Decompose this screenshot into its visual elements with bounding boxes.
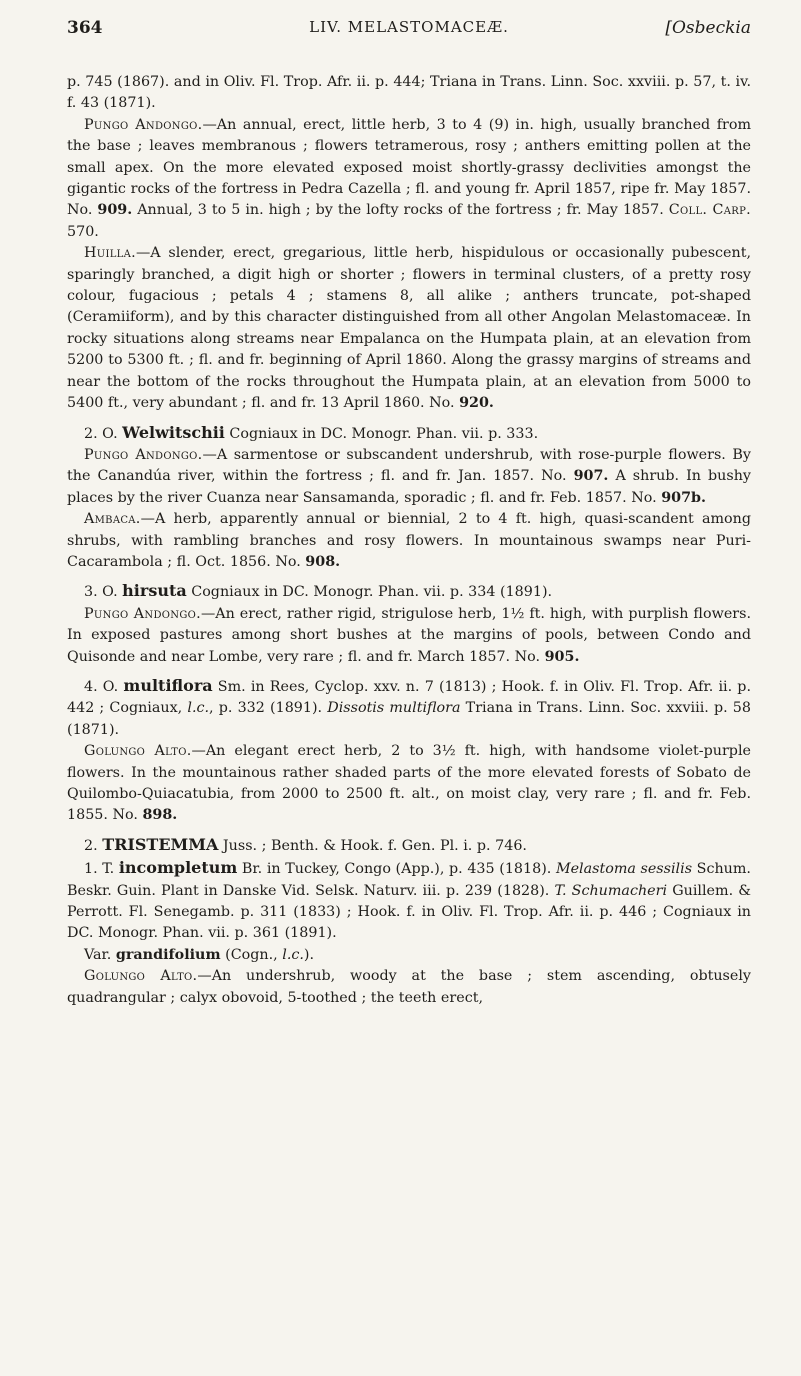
collection-label: Coll. Carp. (668, 202, 751, 219)
locality-name: Golungo Alto. (84, 968, 198, 985)
chapter-title: LIV. MELASTOMACEÆ. (309, 18, 509, 36)
locality-name: Pungo Andongo. (84, 605, 201, 622)
variety-name: grandifolium (115, 946, 221, 963)
locality-paragraph: Ambaca.—A herb, apparently annual or biennial, 2 to 4 ft. high, quasi-scandent among shrubs, with rambling branches and rosy flowers. In mountainous swamps near Puri-Cacarambola ; fl. Oct. 1856. No. 908. (67, 511, 751, 570)
locality-name: Pungo Andongo. (84, 446, 203, 463)
specimen-number: 907b. (661, 489, 707, 506)
locality-paragraph: Pungo Andongo.—An annual, erect, little herb, 3 to 4 (9) in. high, usually branched from the base ; leaves membranous ; flowers tetramerous, rosy ; anthers emitting pollen at the small apex. On the more elevated exposed moist shortly-grassy declivities amongst the gigantic rocks of the fortress in Pedra Cazella ; fl. and young fr. April 1857, ripe fr. May 1857. No. 909. Annual, 3 to 5 in. high ; by the lofty rocks of the fortress ; fr. May 1857. Coll. Carp. 570. (67, 116, 751, 240)
running-head (67, 18, 751, 46)
species-heading: 3. O. hirsuta Cogniaux in DC. Monogr. Phan. vii. p. 334 (1891). (84, 581, 553, 601)
locality-paragraph: Huilla.—A slender, erect, gregarious, little herb, hispidulous or occasionally pubescent, sparingly branched, a digit high or shorter ; flowers in terminal clusters, of a pretty rosy colour, fugacious ; petals 4 ; stamens 8, all alike ; anthers truncate, pot-shaped (Ceramiiform), and by this character distinguished from all other Angolan Melastomaceæ. In rocky situations along streams near Empalanca on the Humpata plain, at an elevation from 5200 to 5300 ft. ; fl. and fr. beginning of April 1860. Along the grassy margins of streams and near the bottom of the rocks throughout the Humpata plain, at an elevation from 5000 to 5400 ft., very abundant ; fl. and fr. 13 April 1860. No. 920. (67, 245, 751, 412)
specimen-number: 907. (573, 468, 609, 485)
specimen-number: 905. (544, 648, 580, 665)
synonym-name: Dissotis multiflora (327, 700, 461, 717)
specimen-number: 908. (305, 553, 341, 570)
citation-continuation: p. 745 (1867). and in Oliv. Fl. Trop. Afr. ii. p. 444; Triana in Trans. Linn. Soc. xxviii. p. 57, t. iv. f. 43 (1871). (67, 74, 751, 112)
species-name: Welwitschii (122, 422, 225, 442)
genus-name: TRISTEMMA (102, 834, 219, 854)
species-name: multiflora (123, 675, 213, 695)
genus-entry-heading: 2. TRISTEMMA Juss. ; Benth. & Hook. f. Gen. Pl. i. p. 746. (84, 834, 527, 854)
specimen-number: 909. (97, 202, 133, 219)
locality-name: Pungo Andongo. (84, 116, 203, 133)
locality-name: Golungo Alto. (84, 743, 192, 760)
specimen-number: 898. (142, 807, 178, 824)
variety-heading: Var. grandifolium (Cogn., l.c.). (84, 946, 315, 963)
locality-name: Ambaca. (84, 511, 141, 528)
specimen-number: 920. (459, 395, 494, 412)
species-heading: 1. T. incompletum Br. in Tuckey, Congo (App.), p. 435 (1818). Melastoma sessilis Schum. Beskr. Guin. Plant in Danske Vid. Selsk. Naturv. iii. p. 239 (1828). T. Schumacheri Guillem. & Perrott. Fl. Senegamb. p. 311 (1833) ; Hook. f. in Oliv. Fl. Trop. Afr. ii. p. 446 ; Cogniaux in DC. Monogr. Phan. vii. p. 361 (1891). (67, 858, 751, 942)
species-heading: 2. O. Welwitschii Cogniaux in DC. Monogr. Phan. vii. p. 333. (84, 422, 539, 442)
page-number: 364 (67, 18, 103, 38)
species-name: incompletum (118, 858, 238, 878)
locality-paragraph: Pungo Andongo.—A sarmentose or subscandent undershrub, with rose-purple flowers. By the Canandúa river, within the fortress ; fl. and fr. Jan. 1857. No. 907. A shrub. In bushy places by the river Cuanza near Sansamanda, sporadic ; fl. and fr. Feb. 1857. No. 907b. (67, 446, 752, 506)
species-name: hirsuta (122, 581, 187, 601)
locality-paragraph: Golungo Alto.—An elegant erect herb, 2 to 3½ ft. high, with handsome violet-purple flowers. In the mountainous rather shaded parts of the more elevated forests of Sobato de Quilombo-Quiacatubia, from 2000 to 2500 ft. alt., on moist clay, very rare ; fl. and fr. Feb. 1855. No. 898. (67, 743, 751, 824)
page-body (67, 72, 751, 1009)
locality-paragraph: Golungo Alto.—An undershrub, woody at the base ; stem ascending, obtusely quadrangular ; calyx obovoid, 5-toothed ; the teeth erect, (67, 968, 751, 1006)
locality-name: Huilla. (84, 245, 136, 262)
locality-paragraph: Pungo Andongo.—An erect, rather rigid, strigulose herb, 1½ ft. high, with purplish flowers. In exposed pastures among short bushes at the margins of pools, between Condo and Quisonde and near Lombe, very rare ; fl. and fr. March 1857. No. 905. (67, 605, 751, 665)
synonym-name: Melastoma sessilis (555, 861, 693, 878)
genus-heading: [Osbeckia (665, 18, 751, 38)
species-heading: 4. O. multiflora Sm. in Rees, Cyclop. xxv. n. 7 (1813) ; Hook. f. in Oliv. Fl. Trop. Afr. ii. p. 442 ; Cogniaux, l.c., p. 332 (1891). Dissotis multiflora Triana in Trans. Linn. Soc. xxviii. p. 58 (1871). (67, 675, 751, 738)
synonym-name: T. Schumacheri (554, 882, 668, 899)
